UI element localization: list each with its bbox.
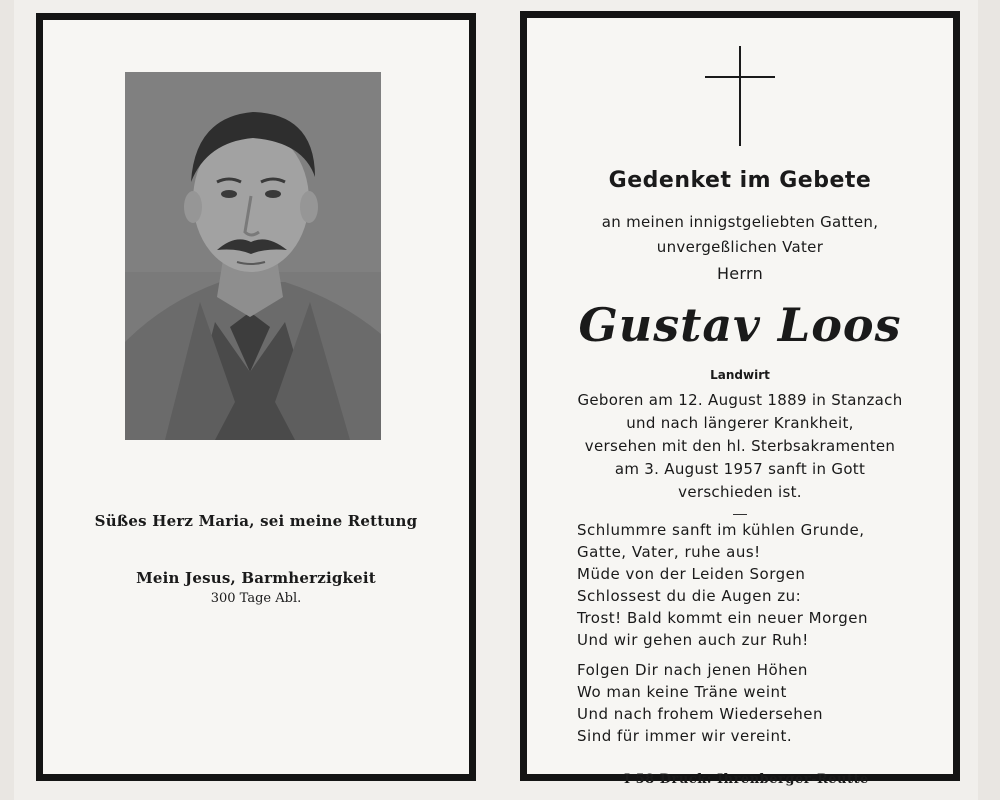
portrait-photo [125, 72, 381, 440]
page-background-right-edge [978, 0, 1000, 800]
page-background-left-edge [0, 0, 14, 800]
poem-line: Schlossest du die Augen zu: [577, 587, 802, 605]
poem-line: Schlummre sanft im kühlen Grunde, [577, 521, 865, 539]
bio-line: verschieden ist. [678, 483, 802, 501]
cross-icon [705, 46, 775, 146]
poem-stanza-1 [577, 519, 868, 651]
poem-line: Müde von der Leiden Sorgen [577, 565, 806, 583]
bio-line: Geboren am 12. August 1889 in Stanzach [577, 391, 903, 409]
bio-line: am 3. August 1957 sanft in Gott [614, 460, 866, 478]
poem-line: Und nach frohem Wiedersehen [577, 705, 824, 723]
poem-line: Gatte, Vater, ruhe aus! [577, 543, 761, 561]
poem-line: Trost! Bald kommt ein neuer Morgen [577, 609, 868, 627]
right-memorial-card [520, 11, 960, 781]
intro-line: Herrn [716, 264, 764, 283]
printer-mark: I 58 Druck: Ihrenberger-Reutte [624, 772, 869, 787]
poem-line: Und wir gehen auch zur Ruh! [577, 631, 809, 649]
deceased-name: Gustav Loos [578, 298, 902, 352]
portrait-illustration [125, 72, 381, 440]
poem-line: Sind für immer wir vereint. [577, 727, 793, 745]
heading: Gedenket im Gebete [608, 168, 872, 193]
separator-dash [733, 514, 747, 515]
intro-line: unvergeßlichen Vater [656, 238, 824, 256]
occupation: Landwirt [710, 368, 770, 382]
invocation-text: Mein Jesus, Barmherzigkeit [136, 569, 376, 587]
bio-line: versehen mit den hl. Sterbsakramenten [584, 437, 896, 455]
poem-line: Folgen Dir nach jenen Höhen [577, 661, 808, 679]
poem-stanza-2 [577, 659, 823, 747]
poem-line: Wo man keine Träne weint [577, 683, 787, 701]
intro-line: an meinen innigstgeliebten Gatten, [601, 213, 879, 231]
bio-line: und nach längerer Krankheit, [626, 414, 854, 432]
left-memorial-card [36, 13, 476, 781]
prayer-text: Süßes Herz Maria, sei meine Rettung [94, 512, 418, 530]
indulgence-text: 300 Tage Abl. [210, 591, 302, 606]
